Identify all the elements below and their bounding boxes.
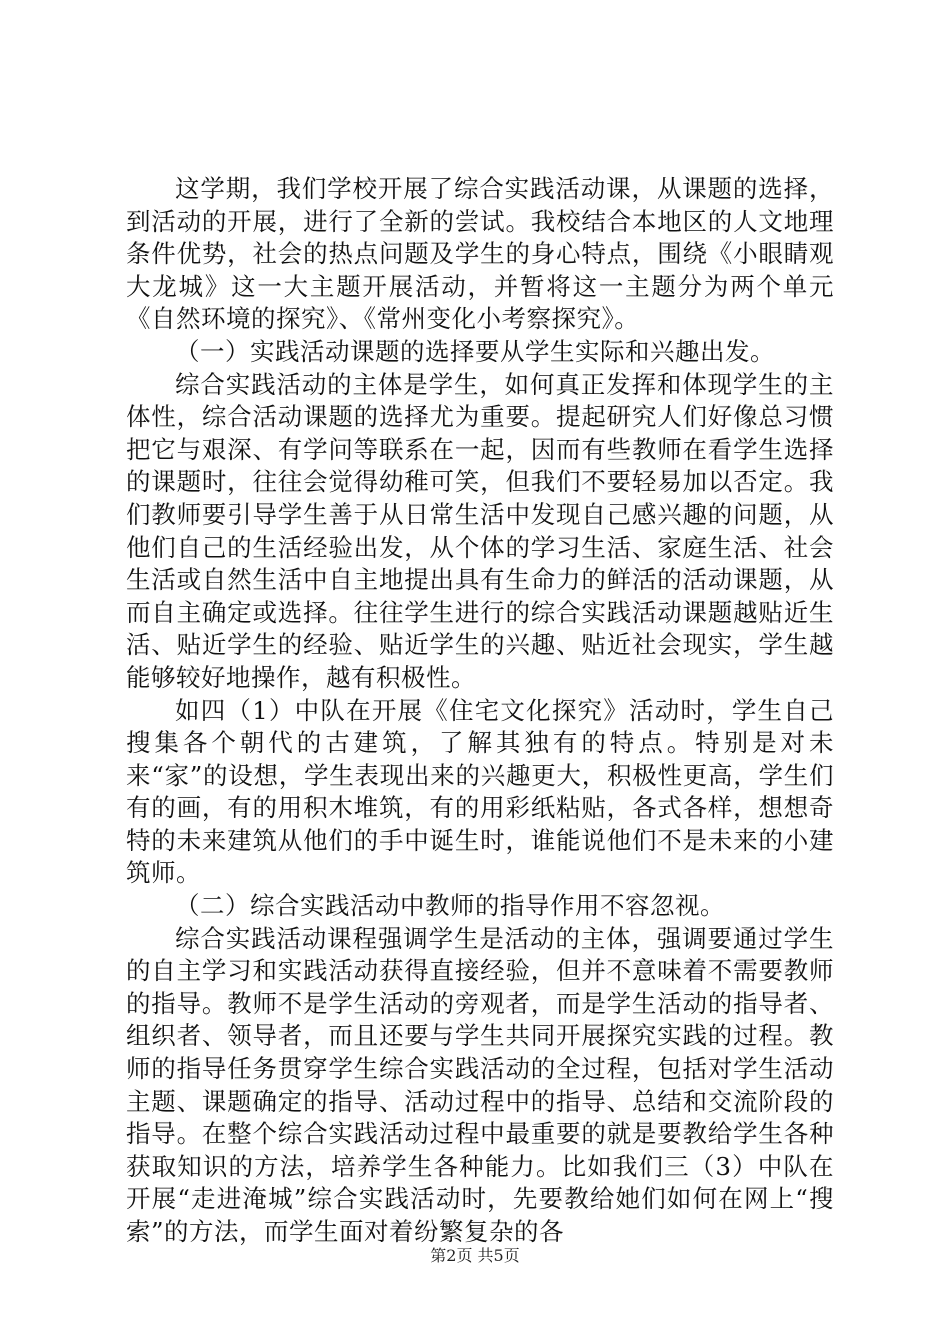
paragraph-section-1: 综合实践活动的主体是学生，如何真正发挥和体现学生的主体性，综合活动课题的选择尤为重要。提起研究人们好像总习惯把它与艰深、有学问等联系在一起，因而有些教师在看学生选择的课题时，往往会觉得幼稚可笑，但我们不要轻易加以否定。我们教师要引导学生善于从日常生活中发现自己感兴趣的问题，从他们自己的生活经验出发，从个体的学习生活、家庭生活、社会生活或自然生活中自主地提出具有生命力的鲜活的活动课题，从而自主确定或选择。往往学生进行的综合实践活动课题越贴近生活、贴近学生的经验、贴近学生的兴趣、贴近社会现实，学生越能够较好地操作，越有积极性。 — [126, 369, 834, 692]
paragraph-section-2: 综合实践活动课程强调学生是活动的主体，强调要通过学生的自主学习和实践活动获得直接经验，但并不意味着不需要教师的指导。教师不是学生活动的旁观者，而是学生活动的指导者、组织者、领导者，而且还要与学生共同开展探究实践的过程。教师的指导任务贯穿学生综合实践活动的全过程，包括对学生活动主题、课题确定的指导、活动过程中的指导、总结和交流阶段的指导。在整个综合实践活动过程中最重要的就是要教给学生各种获取知识的方法，培养学生各种能力。比如我们三（3）中队在开展“走进淹城”综合实践活动时，先要教给她们如何在网上“搜索”的方法，而学生面对着纷繁复杂的各 — [126, 923, 834, 1246]
paragraph-example-1: 如四（1）中队在开展《住宅文化探究》活动时，学生自己搜集各个朝代的古建筑，了解其独有的特点。特别是对未来“家”的设想，学生表现出来的兴趣更大，积极性更高，学生们有的画，有的用积木堆筑，有的用彩纸粘贴，各式各样，想想奇特的未来建筑从他们的手中诞生时，谁能说他们不是未来的小建筑师。 — [126, 695, 834, 888]
section-heading-2: （二）综合实践活动中教师的指导作用不容忽视。 — [175, 891, 725, 921]
paragraph-intro: 这学期，我们学校开展了综合实践活动课，从课题的选择，到活动的开展，进行了全新的尝试。我校结合本地区的人文地理条件优势，社会的热点问题及学生的身心特点，围绕《小眼睛观大龙城》这一大主题开展活动，并暂将这一主题分为两个单元《自然环境的探究》、《常州变化小考察探究》。 — [126, 174, 834, 334]
section-heading-1: （一）实践活动课题的选择要从学生实际和兴趣出发。 — [175, 336, 775, 366]
page-number-footer: 第2页 共5页 — [430, 1246, 520, 1265]
document-body — [126, 173, 834, 1249]
